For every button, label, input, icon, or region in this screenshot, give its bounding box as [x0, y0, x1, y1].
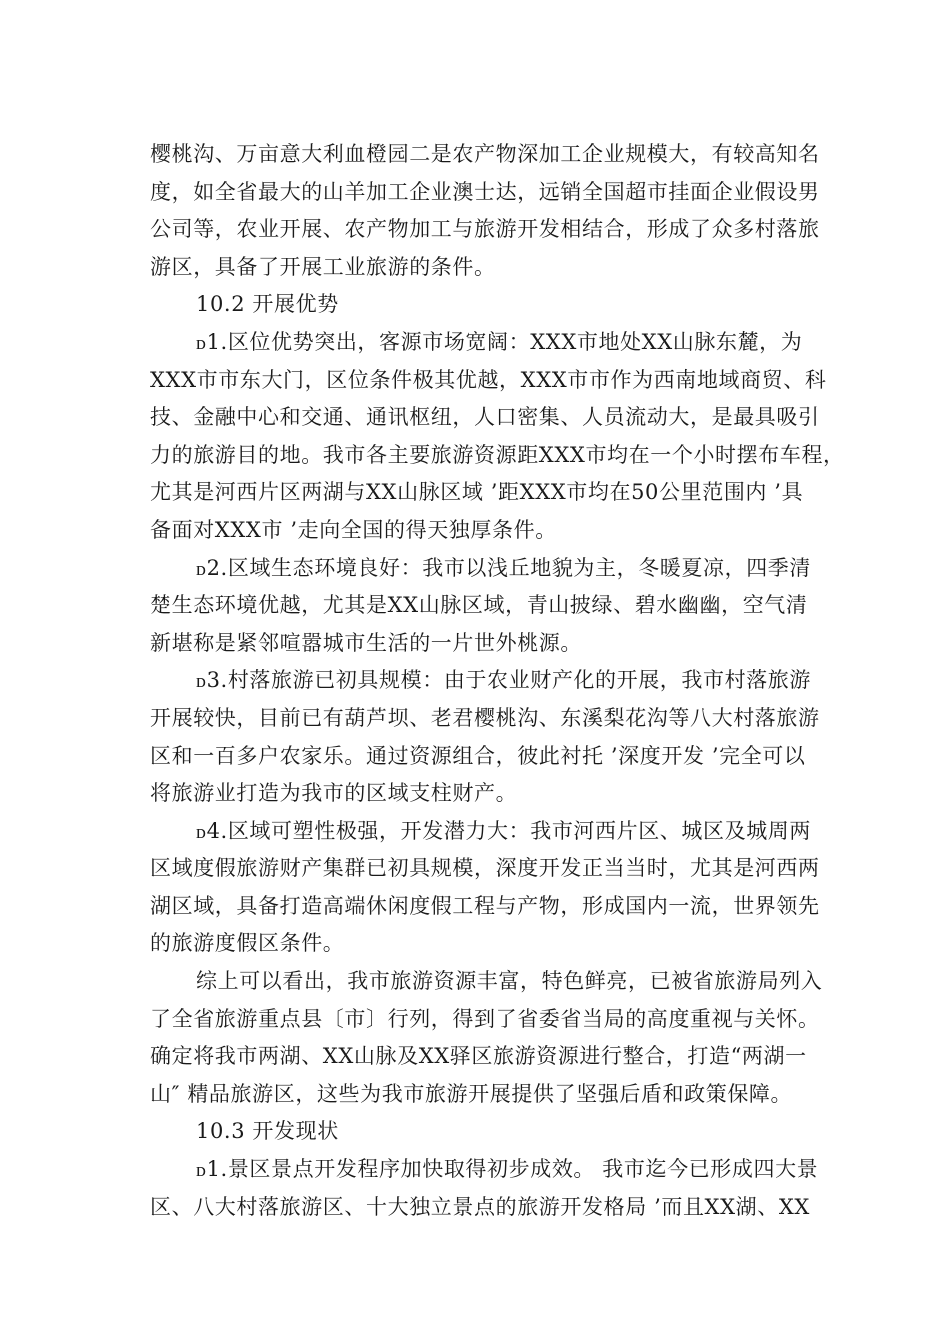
text-line: 备面对XXX市 ’走向全国的得天独厚条件。 [150, 517, 557, 542]
text-line [150, 813, 840, 851]
text-line: 确定将我市两湖、XX山脉及XX驿区旅游资源进行整合，打造“两湖一 [150, 1044, 807, 1069]
text-line [150, 1151, 840, 1189]
text-line: 力的旅游目的地。我市各主要旅游资源距XXX市均在一个小时摆布车程， [150, 442, 845, 467]
text-line: 将旅游业打造为我市的区域支柱财产。 [150, 781, 518, 806]
text-line [150, 324, 840, 362]
text-line: 的旅游度假区条件。 [150, 931, 345, 956]
text-line: 尤其是河西片区两湖与XX山脉区域 ’距XXX市均在50公里范围内 ’具 [150, 480, 804, 505]
item-text: 1.景区景点开发程序加快取得初步成效。 我市迄今已形成四大景 [206, 1157, 819, 1182]
text-line: 技、金融中心和交通、通讯枢纽，人口密集、人员流动大，是最具吸引 [150, 405, 820, 430]
text-line: 樱桃沟、万亩意大利血橙园二是农产物深加工企业规模大，有较高知名 [150, 142, 820, 166]
text-line: 公司等，农业开展、农产物加工与旅游开发相结合，形成了众多村落旅 [150, 217, 820, 242]
section-heading-10-2: 10.2 开展优势 [196, 292, 339, 317]
text-line: 区域度假旅游财产集群已初具规模，深度开发正当当时，尤其是河西两 [150, 856, 820, 881]
text-line: 山″ 精品旅游区，这些为我市旅游开展提供了坚强后盾和政策保障。 [150, 1081, 793, 1106]
advantage-item-4 [150, 813, 840, 963]
text-line: 区、八大村落旅游区、十大独立景点的旅游开发格局 ’而且XX湖、XX [150, 1194, 810, 1219]
text-line: XXX市市东大门，区位条件极其优越，XXX市市作为西南地域商贸、科 [150, 367, 827, 392]
text-line: 楚生态环境优越，尤其是XX山脉区域，青山披绿、碧水幽幽，空气清 [150, 593, 808, 618]
item-text: 2.区域生态环境良好：我市以浅丘地貌为主，冬暖夏凉，四季清 [206, 555, 812, 580]
advantage-item-2 [150, 550, 840, 663]
text-line: 新堪称是紧邻喧嚣城市生活的一片世外桃源。 [150, 630, 582, 655]
text-line: 游区，具备了开展工业旅游的条件。 [150, 254, 496, 279]
bullet-marker: ᴅ [196, 820, 207, 843]
item-text: 3.村落旅游已初具规模：由于农业财产化的开展，我市村落旅游 [206, 668, 812, 693]
advantage-item-1 [150, 324, 845, 550]
item-text: 4.区域可塑性极强，开发潜力大：我市河西片区、城区及城周两 [206, 818, 812, 843]
text-line: 综上可以看出，我市旅游资源丰富，特色鲜亮，已被省旅游局列入 [196, 969, 823, 994]
document-body [150, 136, 845, 1226]
text-line: 湖区域，具备打造高端休闲度假工程与产物，形成国内一流，世界领先 [150, 893, 820, 918]
bullet-marker: ᴅ [196, 331, 207, 354]
status-item-1 [150, 1151, 840, 1226]
text-line: 了全省旅游重点县〔市〕行列，得到了省委省当局的高度重视与关怀。 [150, 1006, 820, 1031]
summary-paragraph [150, 963, 840, 1113]
paragraph-intro [150, 136, 840, 286]
bullet-marker: ᴅ [196, 557, 207, 580]
section-heading-10-3: 10.3 开发现状 [196, 1119, 339, 1144]
text-line [150, 662, 840, 700]
bullet-marker: ᴅ [196, 1159, 207, 1182]
advantage-item-3 [150, 662, 840, 812]
text-line [150, 550, 840, 588]
text-line: 度，如全省最大的山羊加工企业澳士达，远销全国超市挂面企业假设男 [150, 179, 820, 204]
bullet-marker: ᴅ [196, 670, 207, 693]
text-line: 区和一百多户农家乐。通过资源组合，彼此衬托 ’深度开发 ’完全可以 [150, 743, 806, 768]
item-text: 1.区位优势突出，客源市场宽阔：XXX市地处XX山脉东麓，为 [206, 329, 803, 354]
text-line: 开展较快，目前已有葫芦坝、老君樱桃沟、东溪梨花沟等八大村落旅游 [150, 705, 820, 730]
